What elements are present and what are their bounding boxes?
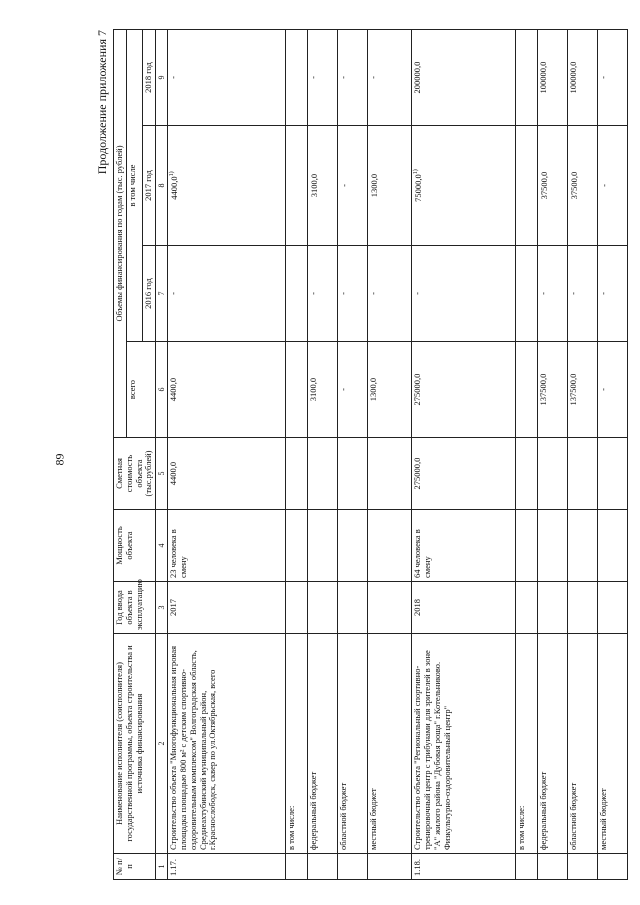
cell-estimate — [308, 438, 338, 510]
cell-num — [538, 854, 568, 880]
cell-y2017 — [516, 126, 538, 246]
cell-num — [286, 854, 308, 880]
cell-year — [568, 582, 598, 634]
header-including: в том числе — [126, 30, 143, 342]
table-row — [568, 30, 598, 880]
cell-name — [286, 634, 308, 854]
table-row — [598, 30, 628, 880]
cell-name — [168, 634, 286, 854]
cell-y2017 — [368, 126, 412, 246]
column-index-row — [156, 30, 168, 880]
cell-y2018 — [538, 30, 568, 126]
cell-total — [368, 342, 412, 438]
cell-y2017-text: - — [339, 184, 350, 187]
table-row — [168, 30, 286, 880]
cell-name-text: в том числе: — [516, 805, 527, 850]
cell-name — [538, 634, 568, 854]
footnote-mark: 1) — [169, 171, 176, 177]
header-total: всего — [126, 342, 155, 438]
cell-total — [308, 342, 338, 438]
cell-total — [168, 342, 286, 438]
header-2017: 2017 год — [143, 126, 156, 246]
header-2016: 2016 год — [143, 246, 156, 342]
cell-y2016-text: - — [538, 292, 549, 295]
cell-total — [598, 342, 628, 438]
table-body — [168, 30, 628, 880]
cell-estimate — [538, 438, 568, 510]
cell-name-text: Строительство объекта "Региональный спортивно-тренировочный центр с трибунами для зрителей в зоне "А" жилого района "Дубовая роща" г.Котельниково. Физкультурно-оздоровительный центр" — [412, 650, 452, 850]
cell-name-text: федеральный бюджет — [308, 771, 319, 850]
financing-table — [113, 29, 628, 880]
cell-total — [538, 342, 568, 438]
cell-year — [516, 582, 538, 634]
cell-y2018 — [368, 30, 412, 126]
cell-y2016 — [538, 246, 568, 342]
cell-capacity — [338, 510, 368, 582]
cell-num — [308, 854, 338, 880]
cell-num — [568, 854, 598, 880]
cell-capacity — [368, 510, 412, 582]
column-index: 6 — [156, 342, 168, 438]
cell-estimate — [168, 438, 286, 510]
cell-year-text: 2017 — [168, 599, 179, 616]
cell-capacity — [598, 510, 628, 582]
cell-total-text: - — [598, 388, 609, 391]
cell-year — [286, 582, 308, 634]
cell-name-text: областной бюджет — [568, 782, 579, 850]
cell-y2018-text: - — [368, 76, 379, 79]
cell-y2016-text: - — [412, 292, 423, 295]
cell-total-text: 137500,0 — [568, 373, 579, 406]
cell-name-text: местный бюджет — [368, 788, 379, 850]
cell-capacity-text: 64 человека в смену — [412, 529, 433, 578]
appendix-title: Продолжение приложения 7 — [95, 30, 109, 175]
cell-y2016 — [286, 246, 308, 342]
cell-y2016 — [516, 246, 538, 342]
cell-estimate-text: 275000,0 — [412, 457, 423, 490]
cell-y2017 — [286, 126, 308, 246]
cell-y2018 — [308, 30, 338, 126]
column-index: 8 — [156, 126, 168, 246]
cell-name — [516, 634, 538, 854]
header-name: Наименование исполнителя (соисполнителя) государственной программы, объекта строительства и источника финансирования — [114, 634, 156, 854]
cell-y2016-text: - — [308, 292, 319, 295]
cell-y2016-text: - — [568, 292, 579, 295]
cell-y2017-text: 75000,0 — [413, 174, 424, 202]
cell-estimate-text: 4400,0 — [168, 461, 179, 486]
cell-num — [338, 854, 368, 880]
cell-num — [368, 854, 412, 880]
cell-name — [308, 634, 338, 854]
cell-num — [598, 854, 628, 880]
cell-year — [308, 582, 338, 634]
cell-estimate — [338, 438, 368, 510]
column-index: 2 — [156, 634, 168, 854]
cell-estimate — [412, 438, 516, 510]
header-year: Год ввода объекта в эксплуатацию — [114, 582, 156, 634]
cell-name — [598, 634, 628, 854]
column-index: 3 — [156, 582, 168, 634]
cell-num-text: 1.17. — [168, 859, 179, 876]
cell-y2016 — [412, 246, 516, 342]
cell-total — [286, 342, 308, 438]
header-financing: Объемы финансирования по годам (тыс. рублей) — [114, 30, 127, 438]
cell-y2016-text: - — [338, 292, 349, 295]
cell-num — [516, 854, 538, 880]
cell-name — [412, 634, 516, 854]
cell-y2017-text: 37500,0 — [569, 171, 580, 200]
cell-y2016 — [568, 246, 598, 342]
table-row — [538, 30, 568, 880]
cell-year — [168, 582, 286, 634]
cell-year — [338, 582, 368, 634]
cell-name — [368, 634, 412, 854]
header-num: № п/п — [114, 854, 156, 880]
cell-y2017 — [538, 126, 568, 246]
cell-num — [412, 854, 516, 880]
cell-capacity — [286, 510, 308, 582]
cell-name-text: в том числе: — [286, 805, 297, 850]
column-index: 4 — [156, 510, 168, 582]
cell-total-text: 275000,0 — [412, 373, 423, 406]
footnote-mark: 1) — [413, 169, 420, 175]
cell-year-text: 2018 — [412, 599, 423, 616]
column-index: 7 — [156, 246, 168, 342]
table-row — [516, 30, 538, 880]
cell-y2016 — [308, 246, 338, 342]
column-index: 5 — [156, 438, 168, 510]
cell-capacity — [516, 510, 538, 582]
cell-y2016-text: - — [598, 292, 609, 295]
cell-y2017 — [412, 126, 516, 246]
rotated-sheet — [95, 30, 610, 880]
cell-y2017-text: 1300,0 — [369, 173, 380, 198]
cell-year — [412, 582, 516, 634]
cell-capacity — [538, 510, 568, 582]
column-index: 1 — [156, 854, 168, 880]
header-estimate: Сметная стоимость объекта (тыс.рублей) — [114, 438, 156, 510]
cell-total-text: 137500,0 — [538, 373, 549, 406]
table-row — [286, 30, 308, 880]
cell-y2018 — [168, 30, 286, 126]
cell-y2017-text: 37500,0 — [539, 171, 550, 200]
cell-total — [516, 342, 538, 438]
cell-y2018-text: 100000,0 — [568, 61, 579, 94]
table-row — [412, 30, 516, 880]
cell-y2018-text: 100000,0 — [538, 61, 549, 94]
cell-y2016-text: - — [368, 292, 379, 295]
cell-name-text: областной бюджет — [338, 782, 349, 850]
cell-capacity — [308, 510, 338, 582]
cell-capacity — [168, 510, 286, 582]
cell-num-text: 1.18. — [412, 859, 423, 876]
cell-total — [412, 342, 516, 438]
cell-year — [598, 582, 628, 634]
cell-y2018-text: 200000,0 — [412, 61, 423, 94]
cell-total-text: 3100,0 — [308, 377, 319, 402]
cell-y2016-text: - — [168, 292, 179, 295]
cell-total — [568, 342, 598, 438]
cell-y2018-text: - — [168, 76, 179, 79]
table-row — [308, 30, 338, 880]
cell-capacity — [568, 510, 598, 582]
cell-year — [368, 582, 412, 634]
cell-name — [338, 634, 368, 854]
cell-name-text: местный бюджет — [598, 788, 609, 850]
cell-capacity-text: 23 человека в смену — [168, 529, 189, 578]
cell-y2016 — [338, 246, 368, 342]
cell-y2018 — [286, 30, 308, 126]
cell-y2017 — [568, 126, 598, 246]
cell-y2018 — [338, 30, 368, 126]
cell-y2017 — [598, 126, 628, 246]
table-row — [368, 30, 412, 880]
cell-y2017 — [338, 126, 368, 246]
cell-y2018 — [516, 30, 538, 126]
cell-y2018-text: - — [338, 76, 349, 79]
cell-name — [568, 634, 598, 854]
cell-y2018-text: - — [308, 76, 319, 79]
cell-total-text: 1300,0 — [368, 377, 379, 402]
cell-y2018-text: - — [598, 76, 609, 79]
cell-year — [538, 582, 568, 634]
cell-y2018 — [568, 30, 598, 126]
cell-name-text: Строительство объекта "Многофункциональная игровая площадка площадью 800 м² с детским спортивно-оздоровительным комплексом" Волгоградская область, Среднеахтубинский муниципальный район, г.Краснослободск, сквер по ул.Октябрьская, всего — [168, 645, 218, 850]
cell-estimate — [368, 438, 412, 510]
cell-y2018 — [412, 30, 516, 126]
column-index: 9 — [156, 30, 168, 126]
cell-estimate — [286, 438, 308, 510]
cell-y2017 — [168, 126, 286, 246]
cell-y2017-text: 4400,0 — [169, 176, 180, 200]
cell-num — [168, 854, 286, 880]
table-row — [338, 30, 368, 880]
cell-name-text: федеральный бюджет — [538, 771, 549, 850]
cell-estimate — [568, 438, 598, 510]
cell-y2017-text: - — [599, 184, 610, 187]
cell-y2017-text: 3100,0 — [309, 173, 320, 198]
cell-total — [338, 342, 368, 438]
cell-y2016 — [598, 246, 628, 342]
cell-y2016 — [168, 246, 286, 342]
cell-y2016 — [368, 246, 412, 342]
cell-y2018 — [598, 30, 628, 126]
header-2018: 2018 год — [143, 30, 156, 126]
page-number: 89 — [52, 453, 67, 466]
cell-total-text: 4400,0 — [168, 377, 179, 402]
cell-total-text: - — [338, 388, 349, 391]
cell-capacity — [412, 510, 516, 582]
header-capacity: Мощность объекта — [114, 510, 156, 582]
cell-estimate — [598, 438, 628, 510]
cell-y2017 — [308, 126, 338, 246]
cell-estimate — [516, 438, 538, 510]
